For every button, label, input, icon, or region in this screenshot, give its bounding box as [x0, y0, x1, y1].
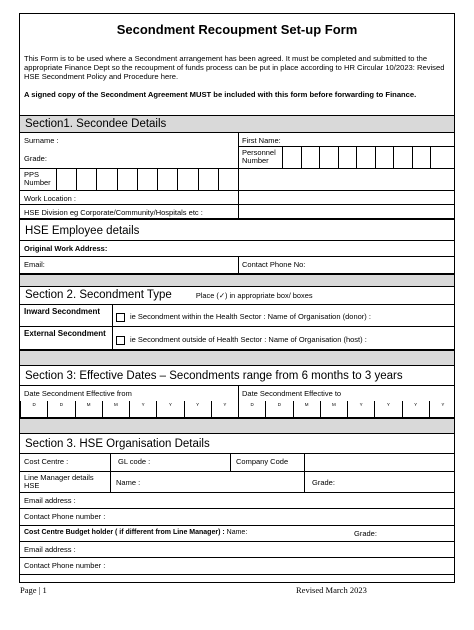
page-number: Page | 1 — [20, 585, 47, 595]
row-manager-email — [19, 493, 455, 509]
first-name-label[interactable]: First Name: — [242, 136, 281, 145]
row-budget-phone — [19, 558, 455, 575]
row-line-manager — [19, 472, 455, 493]
revision-date: Revised March 2023 — [296, 585, 367, 595]
section3-org-heading — [19, 434, 455, 454]
manager-phone-label[interactable]: Contact Phone number : — [24, 512, 106, 521]
external-text: ie Secondment outside of Health Sector : Name of Organisation (host) : — [130, 335, 367, 344]
surname-label[interactable]: Surname : — [24, 136, 59, 145]
external-label: External Secondment — [24, 329, 106, 338]
row-email — [19, 257, 455, 274]
spacer-band — [19, 274, 455, 287]
row-dates — [19, 386, 455, 418]
original-address-label[interactable]: Original Work Address: — [24, 244, 108, 253]
budget-name-label: Name: — [226, 529, 248, 536]
employee-heading — [19, 219, 455, 241]
inward-checkbox[interactable] — [116, 313, 125, 322]
section2-hint: Place (✓) in appropriate box/ boxes — [195, 291, 313, 300]
row-budget-holder — [19, 526, 455, 542]
line-manager-label: Line Manager details HSE — [24, 473, 94, 490]
row-external — [19, 327, 455, 350]
external-option[interactable] — [112, 327, 454, 349]
section3-dates-heading — [19, 366, 455, 386]
budget-holder-name[interactable] — [20, 526, 350, 541]
row-manager-phone — [19, 509, 455, 526]
manager-email-label[interactable]: Email address : — [24, 496, 76, 505]
row-work-location — [19, 191, 455, 205]
budget-email-label[interactable]: Email address : — [24, 545, 76, 554]
grade-label[interactable]: Grade: — [24, 154, 47, 163]
company-code-label[interactable]: Company Code — [236, 457, 289, 466]
section1-heading — [19, 115, 455, 133]
row-cost-centre — [19, 454, 455, 472]
cost-centre-label[interactable]: Cost Centre : — [24, 457, 69, 466]
email-label[interactable]: Email: — [24, 260, 45, 269]
line-manager-grade[interactable]: Grade: — [312, 478, 335, 487]
form-title: Secondment Recoupment Set-up Form — [116, 22, 358, 37]
row-budget-email — [19, 542, 455, 558]
pps-number-boxes[interactable] — [56, 169, 238, 190]
intro-end: . — [175, 72, 179, 81]
pps-number-label: PPS Number — [24, 170, 51, 187]
section1-title: Section1. Secondee Details — [25, 118, 167, 130]
agreement-warning: A signed copy of the Secondment Agreement MUST be included with this form before forwarding to Finance. — [24, 90, 417, 99]
date-from-label: Date Secondment Effective from — [24, 389, 132, 398]
employee-title: HSE Employee details — [25, 225, 140, 237]
section2-title: Section 2. Secondment Type — [25, 289, 172, 301]
inward-label: Inward Secondment — [24, 307, 101, 316]
budget-grade-label[interactable]: Grade: — [354, 529, 377, 538]
section2-heading — [19, 287, 455, 305]
budget-holder-label: Cost Centre Budget holder ( if different from Line Manager) : — [24, 529, 225, 536]
date-to-label: Date Secondment Effective to — [242, 389, 342, 398]
contact-phone-label[interactable]: Contact Phone No: — [242, 260, 306, 269]
spacer-band-2 — [19, 350, 455, 366]
line-manager-name[interactable]: Name : — [116, 478, 141, 487]
budget-phone-label[interactable]: Contact Phone number : — [24, 561, 106, 570]
gl-code-label[interactable]: GL code : — [118, 457, 151, 466]
section3-org-title: Section 3. HSE Organisation Details — [25, 438, 210, 450]
intro-link[interactable]: here — [160, 72, 176, 81]
row-original-address — [19, 241, 455, 257]
hse-division-label[interactable]: HSE Division eg Corporate/Community/Hospitals etc : — [24, 208, 203, 217]
personnel-number-label: Personnel Number — [242, 148, 276, 165]
intro-text — [24, 54, 452, 81]
date-to-boxes[interactable]: D D M M Y Y Y Y — [238, 401, 456, 417]
row-pps — [19, 169, 455, 191]
section3-dates-title: Section 3: Effective Dates – Secondments range from 6 months to 3 years — [25, 370, 403, 382]
personnel-number-boxes[interactable] — [282, 147, 430, 168]
date-from-boxes[interactable]: D D M M Y Y Y Y — [20, 401, 238, 417]
row-inward — [19, 305, 455, 327]
row-hse-division — [19, 205, 455, 219]
spacer-band-3 — [19, 418, 455, 434]
intro-body: This Form is to be used where a Secondment arrangement has been agreed. It must be completed and submitted to the appropriate Finance Dept so the recoupment of funds process can be put in place according to HR Circular 10/2023: Revised HSE Secondment Policy and Procedure — [24, 54, 445, 81]
row-surname — [19, 133, 455, 169]
inward-text: ie Secondment within the Health Sector : Name of Organisation (donor) : — [130, 312, 371, 321]
inward-option[interactable] — [112, 305, 454, 326]
external-checkbox[interactable] — [116, 336, 125, 345]
work-location-label[interactable]: Work Location : — [24, 194, 76, 203]
